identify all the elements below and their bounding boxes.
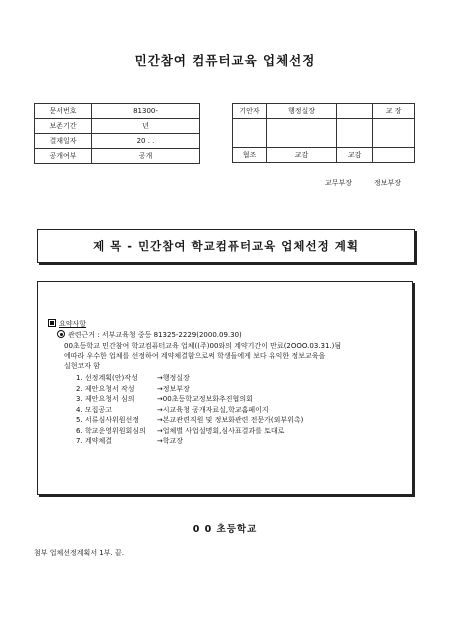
vice-principal-1: 교감	[267, 148, 337, 163]
attachment-note: 첨부 업체선정계획서 1부. 끝.	[34, 549, 124, 557]
meta-value: 공개	[92, 149, 200, 164]
blank-cell	[373, 148, 415, 163]
head-teacher-label: 교무부장	[325, 179, 353, 187]
basis-line	[57, 330, 242, 341]
principal-label: 교 장	[373, 104, 415, 119]
meta-label: 보존기간	[35, 119, 92, 134]
school-name: 0 0 초등학교	[192, 524, 258, 535]
summary-heading	[48, 319, 86, 330]
document-meta-table	[34, 103, 200, 164]
summary-paragraph-line: 실현코자 함	[64, 362, 101, 370]
steps-list	[76, 373, 406, 447]
list-item: 1. 선정계획(안)작성 →행정실장	[76, 374, 190, 382]
cooperation-label: 협조	[233, 148, 267, 163]
drafter-sign-cell	[233, 119, 267, 148]
list-item: 7. 계약체결 →학교장	[76, 437, 184, 445]
admin-chief-sign-cell	[267, 119, 337, 148]
meta-label: 공개여부	[35, 149, 92, 164]
list-item: 3. 제안요청서 심의 →00초등학교정보화추진협의회	[76, 395, 253, 403]
summary-paragraph-line: 에따라 우수한 업체를 선정하여 계약체결함으로써 학생들에게 보다 유익한 정보교육을	[64, 352, 326, 360]
subject-text: 제 목 - 민간참여 학교컴퓨터교육 업체선정 계획	[93, 239, 359, 253]
basis-text: 관련근거 : 서부교육청 중등 81325-2229(2000.09.30)	[68, 331, 242, 339]
meta-value: 20 . .	[92, 134, 200, 149]
vice-principal-2: 교감	[336, 148, 372, 163]
list-item: 2. 제안요청서 작성 →정보부장	[76, 384, 190, 393]
subject-box	[37, 229, 415, 263]
meta-label: 결재일자	[35, 134, 92, 149]
blank-sign-cell	[336, 119, 372, 148]
meta-row	[35, 149, 200, 164]
drafter-label: 기안자	[233, 104, 267, 119]
square-bullet-icon	[48, 319, 56, 327]
meta-row	[35, 104, 200, 119]
summary-heading-text: 요약사항	[59, 320, 87, 328]
list-item: 6. 학교운영위원회심의 →업체별 사업설명회,심사표결과를 토대로	[76, 426, 285, 435]
document-title: 민간참여 컴퓨터교육 업체선정	[134, 53, 316, 68]
meta-value: 81300-	[92, 104, 200, 119]
meta-row	[35, 134, 200, 149]
admin-chief-label: 행정실장	[267, 104, 337, 119]
meta-row	[35, 119, 200, 134]
meta-label: 문서번호	[35, 104, 92, 119]
list-item: 4. 모집공고 →시교육청 공개자료실,학교홈페이지	[76, 405, 269, 414]
meta-value: 년	[92, 119, 200, 134]
approval-table	[232, 103, 415, 163]
circle-bullet-icon	[57, 330, 65, 338]
list-item: 5. 서류심사위원선정 →본교관련직원 및 정보화관련 전문가(외부위촉)	[76, 416, 304, 424]
info-head-label: 정보부장	[374, 179, 402, 187]
principal-sign-cell	[373, 119, 415, 148]
blank-cell	[336, 104, 372, 119]
summary-paragraph-line: 00초등학교 민간참여 학교컴퓨터교육 업체((주)00와의 계약기간이 만료(2OOO.03.31.)됨	[64, 342, 342, 350]
